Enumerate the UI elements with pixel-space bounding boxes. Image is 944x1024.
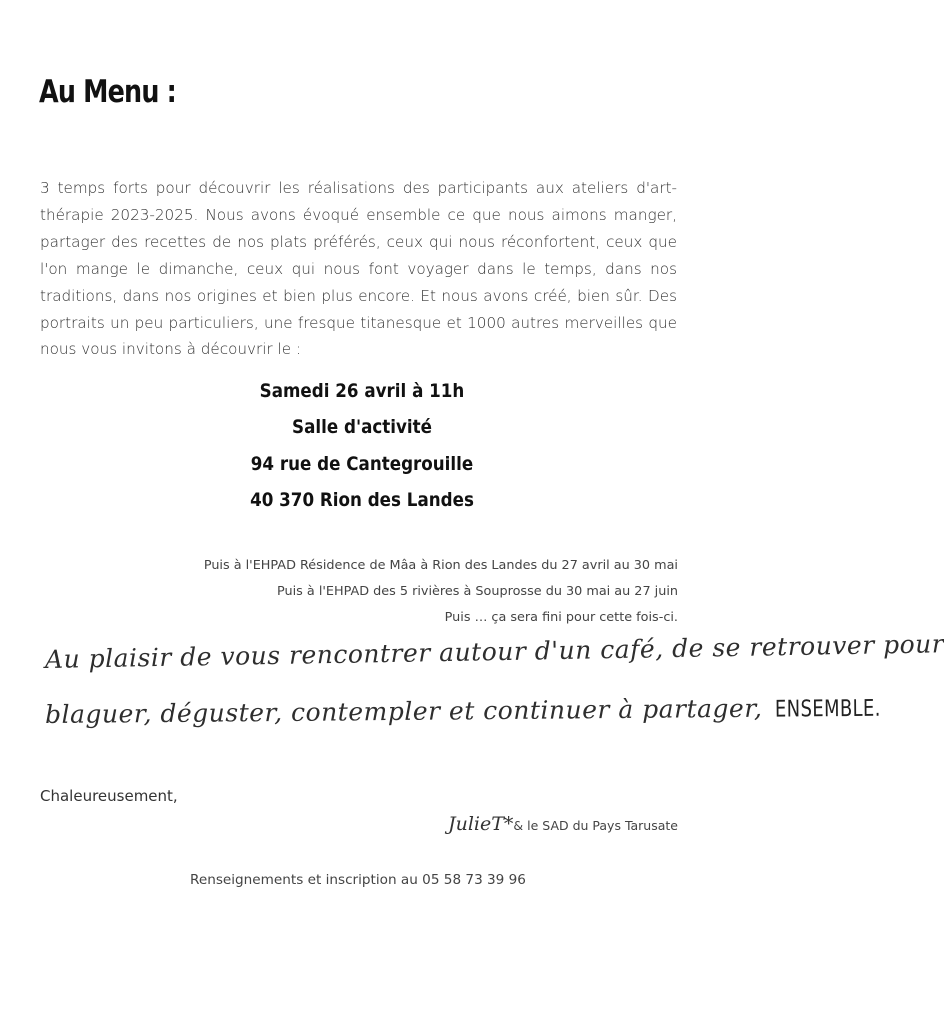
event-room: Salle d'activité: [292, 416, 432, 439]
handwritten-line-2-text: blaguer, déguster, contempler et continuer à partager,: [44, 693, 763, 729]
event-city: 40 370 Rion des Landes: [250, 488, 474, 511]
date-line-1: Puis à l'EHPAD Résidence de Mâa à Rion des Landes du 27 avril au 30 mai: [203, 558, 678, 573]
greeting: Chaleureusement,: [40, 787, 178, 805]
event-date: Samedi 26 avril à 11h: [259, 380, 465, 402]
signature: [448, 813, 678, 835]
handwritten-line-2: [45, 692, 911, 729]
event-street: 94 rue de Cantegrouille: [250, 452, 474, 475]
date-line-3: Puis … ça sera fini pour cette fois-ci.: [444, 610, 678, 625]
page-title: Au Menu :: [39, 74, 176, 110]
handwritten-line-1: Au plaisir de vous rencontrer autour d'un café, de se retrouver pour: [44, 629, 944, 674]
intro-paragraph: 3 temps forts pour découvrir les réalisations des participants aux ateliers d'art-thérapie 2023-2025. Nous avons évoqué ensemble ce que nous aimons manger, partager des recettes de nos plats préférés, ceux qui nous réconfortent, ceux que l'on mange le dimanche, ceux qui nous font voyager dans le temps, dans nos traditions, dans nos origines et bien plus encore. Et nous avons créé, bien sûr. Des portraits un peu particuliers, une fresque titanesque et 1000 autres merveilles que nous vous invitons à découvrir le :: [40, 179, 677, 359]
date-line-2: Puis à l'EHPAD des 5 rivières à Souprosse du 30 mai au 27 juin: [277, 584, 678, 599]
signature-name: JulieT*: [447, 813, 514, 835]
contact-info: Renseignements et inscription au 05 58 73 39 96: [190, 872, 526, 888]
signature-organization: & le SAD du Pays Tarusate: [513, 818, 678, 833]
ensemble-word: ENSEMBLE.: [774, 695, 881, 723]
exhibition-dates: [204, 553, 678, 631]
event-details: [0, 373, 724, 518]
